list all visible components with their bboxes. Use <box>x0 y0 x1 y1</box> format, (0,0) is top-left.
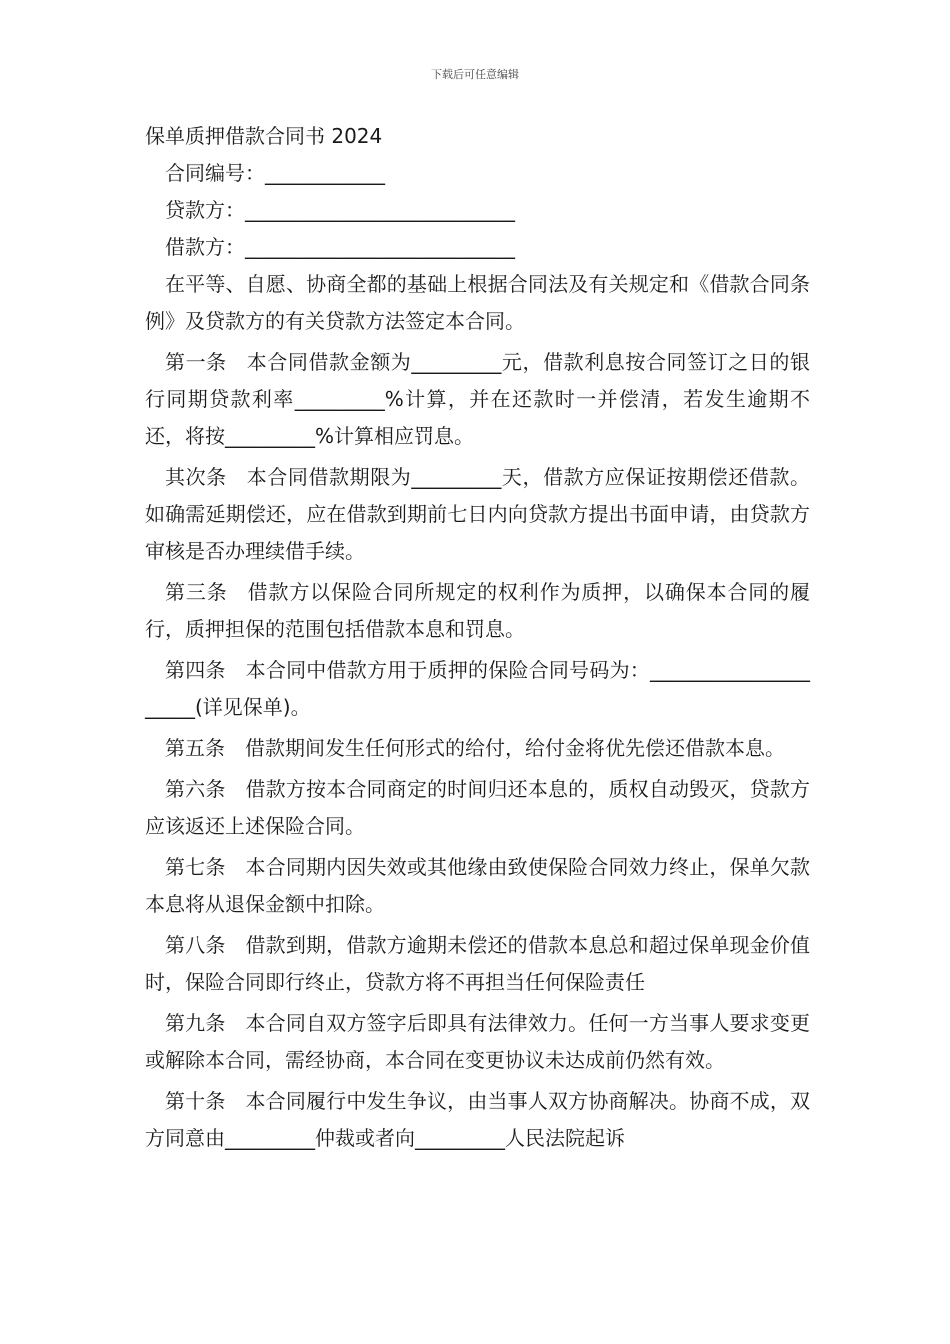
article-6 <box>145 771 810 845</box>
borrower-field <box>145 229 810 266</box>
article-text: 借款方按本合同商定的时间归还本息的，质权自动毁灭，贷款方应该返还上述保险合同。 <box>145 777 810 838</box>
article-text: 借款期间发生任何形式的给付，给付金将优先偿还借款本息。 <box>245 736 785 760</box>
article-1 <box>145 344 810 455</box>
page-header: 下载后可任意编辑 <box>431 68 519 81</box>
article-number: 第八条 <box>165 933 226 957</box>
article-text: 本合同借款金额为_________元，借款利息按合同签订之日的银行同期贷款利率_________%计算，并在还款时一并偿清，若发生逾期不还，将按_________%计算相应罚息。 <box>145 350 811 448</box>
borrower-label: 借款方： <box>165 235 245 259</box>
borrower-blank: ___________________________ <box>245 235 515 259</box>
article-number: 第五条 <box>165 736 225 760</box>
article-number: 第七条 <box>165 855 226 879</box>
lender-blank: ___________________________ <box>245 198 515 222</box>
article-text: 借款方以保险合同所规定的权利作为质押，以确保本合同的履行，质押担保的范围包括借款本息和罚息。 <box>145 580 811 641</box>
article-2 <box>145 459 810 570</box>
article-text: 本合同期内因失效或其他缘由致使保险合同效力终止，保单欠款本息将从退保金额中扣除。 <box>145 855 810 916</box>
contract-number-blank: ____________ <box>265 161 385 185</box>
article-10 <box>145 1083 810 1157</box>
article-5 <box>145 730 810 767</box>
article-8 <box>145 927 810 1001</box>
article-number: 第三条 <box>165 580 228 604</box>
article-text: 本合同履行中发生争议，由当事人双方协商解决。协商不成，双方同意由_________仲裁或者向_________人民法院起诉 <box>145 1089 810 1150</box>
article-text: 借款到期，借款方逾期未偿还的借款本息总和超过保单现金价值时，保险合同即行终止，贷款方将不再担当任何保险责任 <box>145 933 810 994</box>
article-text: 本合同中借款方用于质押的保险合同号码为：_____________________(详见保单)。 <box>145 658 811 719</box>
article-number: 第六条 <box>165 777 226 801</box>
contract-number-field <box>145 155 810 192</box>
article-number: 第四条 <box>165 658 226 682</box>
article-9 <box>145 1005 810 1079</box>
article-7 <box>145 849 810 923</box>
article-text: 本合同借款期限为_________天，借款方应保证按期偿还借款。如确需延期偿还，应在借款到期前七日内向贷款方提出书面申请，由贷款方审核是否办理续借手续。 <box>145 465 811 563</box>
article-number: 其次条 <box>165 465 227 489</box>
document-body <box>145 117 810 1161</box>
contract-number-label: 合同编号： <box>165 161 265 185</box>
document-title: 保单质押借款合同书 2024 <box>145 124 383 148</box>
lender-label: 贷款方： <box>165 198 245 222</box>
article-number: 第一条 <box>165 350 227 374</box>
intro-paragraph: 在平等、自愿、协商全都的基础上根据合同法及有关规定和《借款合同条例》及贷款方的有关贷款方法签定本合同。 <box>145 272 810 333</box>
article-number: 第十条 <box>165 1089 226 1113</box>
article-text: 本合同自双方签字后即具有法律效力。任何一方当事人要求变更或解除本合同，需经协商，本合同在变更协议未达成前仍然有效。 <box>145 1011 810 1072</box>
article-number: 第九条 <box>165 1011 226 1035</box>
article-4 <box>145 652 810 726</box>
article-3 <box>145 574 810 648</box>
lender-field <box>145 192 810 229</box>
